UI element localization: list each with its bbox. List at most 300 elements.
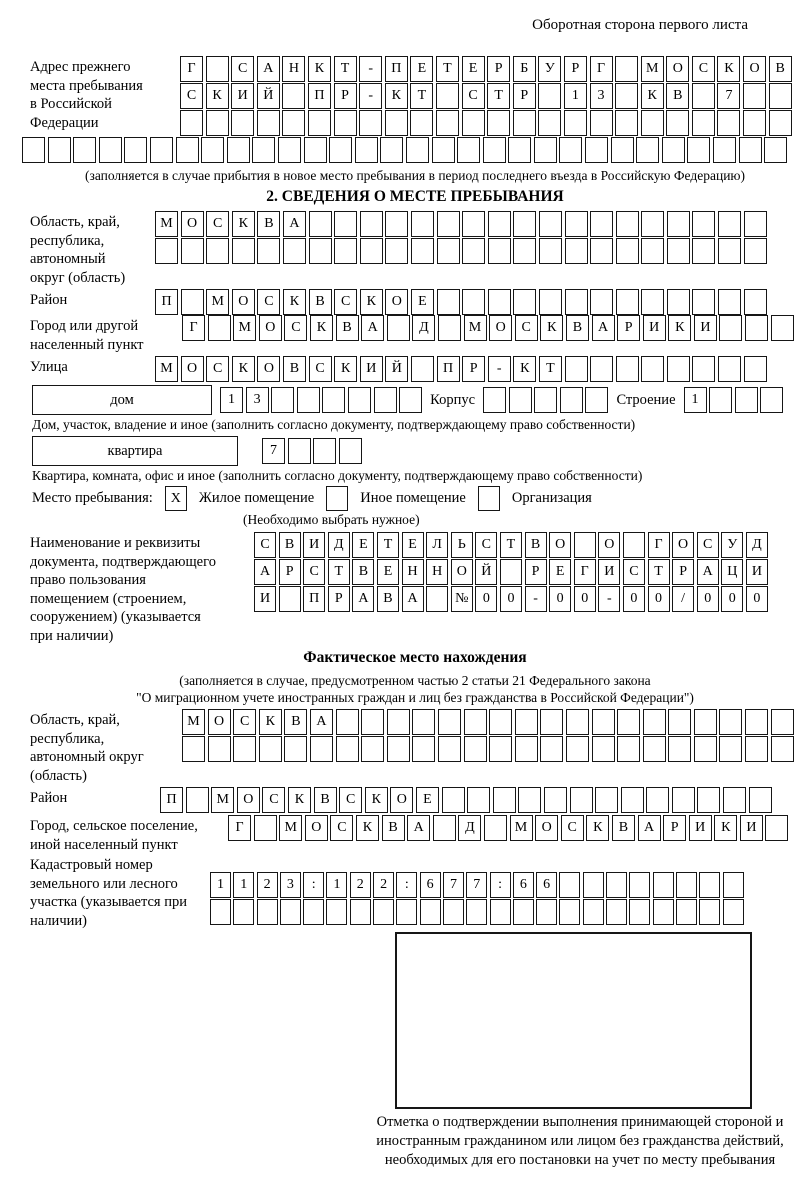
char-box[interactable] [373,899,394,925]
char-box[interactable] [643,709,666,735]
char-box[interactable] [723,872,744,898]
char-box[interactable]: В [279,532,301,558]
char-box[interactable] [304,137,327,163]
char-box[interactable]: С [462,83,485,109]
char-box[interactable] [539,211,562,237]
char-box[interactable]: Т [334,56,357,82]
char-box[interactable]: 6 [513,872,534,898]
char-box[interactable]: М [510,815,533,841]
char-box[interactable]: О [549,532,571,558]
char-box[interactable] [745,736,768,762]
char-box[interactable] [231,110,254,136]
char-box[interactable] [257,110,280,136]
char-box[interactable]: С [697,532,719,558]
char-box[interactable]: К [513,356,536,382]
char-box[interactable] [744,238,767,264]
char-box[interactable] [534,137,557,163]
char-box[interactable] [590,110,613,136]
char-box[interactable]: И [643,315,666,341]
char-box[interactable] [380,137,403,163]
char-box[interactable] [538,110,561,136]
char-box[interactable] [257,238,280,264]
char-box[interactable]: Г [648,532,670,558]
char-box[interactable] [623,532,645,558]
char-box[interactable] [303,899,324,925]
char-box[interactable] [432,137,455,163]
char-box[interactable] [616,211,639,237]
char-box[interactable]: Т [648,559,670,585]
char-box[interactable] [279,586,301,612]
char-box[interactable]: П [303,586,325,612]
char-box[interactable]: 6 [420,872,441,898]
char-box[interactable]: Р [328,586,350,612]
char-box[interactable]: Б [513,56,536,82]
char-box[interactable] [387,315,410,341]
char-box[interactable]: О [259,315,282,341]
char-box[interactable]: Г [180,56,203,82]
char-box[interactable] [592,709,615,735]
char-box[interactable] [713,137,736,163]
char-box[interactable]: К [334,356,357,382]
char-box[interactable] [339,438,362,464]
char-box[interactable] [297,387,320,413]
char-box[interactable]: 2 [373,872,394,898]
char-box[interactable] [667,238,690,264]
char-box[interactable] [385,110,408,136]
char-box[interactable]: Т [500,532,522,558]
char-box[interactable]: Й [475,559,497,585]
char-box[interactable]: К [288,787,311,813]
char-box[interactable] [538,83,561,109]
char-box[interactable]: С [623,559,645,585]
char-box[interactable] [687,137,710,163]
char-box[interactable] [717,110,740,136]
char-box[interactable] [233,899,254,925]
char-box[interactable] [694,736,717,762]
char-box[interactable]: Р [334,83,357,109]
char-box[interactable] [437,289,460,315]
char-box[interactable] [124,137,147,163]
char-box[interactable] [667,356,690,382]
char-box[interactable] [771,736,794,762]
char-box[interactable] [282,110,305,136]
char-box[interactable]: / [672,586,694,612]
char-box[interactable]: Р [672,559,694,585]
char-box[interactable]: С [262,787,285,813]
char-box[interactable] [489,736,512,762]
char-box[interactable]: Р [487,56,510,82]
char-box[interactable] [406,137,429,163]
char-box[interactable]: М [155,356,178,382]
char-box[interactable]: П [155,289,178,315]
char-box[interactable]: С [254,532,276,558]
char-box[interactable] [399,387,422,413]
char-box[interactable] [411,238,434,264]
char-box[interactable] [536,899,557,925]
char-box[interactable] [355,137,378,163]
char-box[interactable] [560,387,583,413]
char-box[interactable] [617,736,640,762]
char-box[interactable]: 1 [326,872,347,898]
char-box[interactable] [595,787,618,813]
char-box[interactable] [257,899,278,925]
char-box[interactable]: С [257,289,280,315]
char-box[interactable] [641,356,664,382]
char-box[interactable] [155,238,178,264]
char-box[interactable] [718,238,741,264]
char-box[interactable] [513,110,536,136]
char-box[interactable] [442,787,465,813]
char-box[interactable]: М [464,315,487,341]
char-box[interactable] [629,872,650,898]
char-box[interactable]: О [208,709,231,735]
char-box[interactable]: И [694,315,717,341]
char-box[interactable] [583,899,604,925]
char-box[interactable] [559,872,580,898]
char-box[interactable]: П [437,356,460,382]
char-box[interactable] [667,289,690,315]
char-box[interactable]: 0 [746,586,768,612]
char-box[interactable]: А [310,709,333,735]
char-box[interactable]: В [769,56,792,82]
char-box[interactable] [309,238,332,264]
char-box[interactable] [438,315,461,341]
char-box[interactable]: 0 [475,586,497,612]
char-box[interactable]: М [211,787,234,813]
char-box[interactable] [611,137,634,163]
char-box[interactable]: 0 [500,586,522,612]
char-box[interactable] [692,356,715,382]
char-box[interactable]: 1 [220,387,243,413]
char-box[interactable] [176,137,199,163]
checkbox-zhiloe-pomeshchenie[interactable]: X [165,486,187,511]
char-box[interactable]: Р [279,559,301,585]
char-box[interactable] [308,110,331,136]
char-box[interactable] [617,709,640,735]
char-box[interactable]: Д [458,815,481,841]
char-box[interactable] [412,736,435,762]
char-box[interactable]: - [525,586,547,612]
char-box[interactable]: К [717,56,740,82]
char-box[interactable] [641,238,664,264]
char-box[interactable] [616,238,639,264]
char-box[interactable]: В [283,356,306,382]
char-box[interactable] [488,289,511,315]
char-box[interactable]: 6 [536,872,557,898]
char-box[interactable]: С [231,56,254,82]
char-box[interactable] [771,315,794,341]
char-box[interactable] [361,709,384,735]
char-box[interactable] [676,899,697,925]
char-box[interactable] [73,137,96,163]
char-box[interactable]: Р [617,315,640,341]
char-box[interactable] [436,110,459,136]
char-box[interactable] [334,211,357,237]
char-box[interactable]: В [284,709,307,735]
char-box[interactable] [488,238,511,264]
char-box[interactable]: Г [590,56,613,82]
char-box[interactable]: К [714,815,737,841]
char-box[interactable]: - [598,586,620,612]
char-box[interactable] [310,736,333,762]
char-box[interactable]: К [586,815,609,841]
char-box[interactable] [350,899,371,925]
char-box[interactable] [462,211,485,237]
char-box[interactable] [540,736,563,762]
char-box[interactable] [280,899,301,925]
char-box[interactable]: К [356,815,379,841]
char-box[interactable]: Е [402,532,424,558]
char-box[interactable]: К [232,211,255,237]
char-box[interactable]: 7 [443,872,464,898]
char-box[interactable] [590,211,613,237]
char-box[interactable]: 1 [210,872,231,898]
char-box[interactable] [208,736,231,762]
char-box[interactable] [515,709,538,735]
char-box[interactable]: О [390,787,413,813]
char-box[interactable] [515,736,538,762]
char-box[interactable] [585,387,608,413]
char-box[interactable]: К [540,315,563,341]
char-box[interactable] [769,83,792,109]
char-box[interactable] [271,387,294,413]
char-box[interactable]: О [385,289,408,315]
char-box[interactable]: 2 [257,872,278,898]
char-box[interactable] [493,787,516,813]
char-box[interactable]: О [232,289,255,315]
char-box[interactable]: Е [352,532,374,558]
char-box[interactable]: : [396,872,417,898]
char-box[interactable]: И [689,815,712,841]
char-box[interactable] [326,899,347,925]
char-box[interactable] [723,899,744,925]
char-box[interactable]: Р [513,83,536,109]
char-box[interactable]: Е [549,559,571,585]
char-box[interactable]: 0 [623,586,645,612]
char-box[interactable] [329,137,352,163]
char-box[interactable] [559,899,580,925]
char-box[interactable] [411,356,434,382]
char-box[interactable]: Р [462,356,485,382]
char-box[interactable] [484,815,507,841]
char-box[interactable] [692,83,715,109]
char-box[interactable]: Н [402,559,424,585]
char-box[interactable] [464,709,487,735]
char-box[interactable]: К [283,289,306,315]
char-box[interactable] [489,709,512,735]
char-box[interactable] [518,787,541,813]
char-box[interactable] [570,787,593,813]
char-box[interactable]: 1 [684,387,707,413]
char-box[interactable] [433,815,456,841]
char-box[interactable] [513,211,536,237]
char-box[interactable]: К [259,709,282,735]
char-box[interactable]: О [237,787,260,813]
char-box[interactable] [559,137,582,163]
char-box[interactable] [99,137,122,163]
char-box[interactable] [181,238,204,264]
char-box[interactable] [744,356,767,382]
char-box[interactable]: 3 [590,83,613,109]
char-box[interactable]: О [535,815,558,841]
char-box[interactable]: К [668,315,691,341]
char-box[interactable] [483,387,506,413]
char-box[interactable]: П [385,56,408,82]
char-box[interactable] [513,899,534,925]
char-box[interactable] [692,110,715,136]
char-box[interactable] [412,709,435,735]
char-box[interactable]: Н [426,559,448,585]
char-box[interactable] [765,815,788,841]
char-box[interactable] [692,211,715,237]
char-box[interactable] [420,899,441,925]
char-box[interactable]: К [232,356,255,382]
char-box[interactable] [565,238,588,264]
char-box[interactable]: В [382,815,405,841]
char-box[interactable]: У [721,532,743,558]
char-box[interactable] [544,787,567,813]
char-box[interactable] [232,238,255,264]
char-box[interactable] [508,137,531,163]
char-box[interactable] [534,387,557,413]
char-box[interactable] [539,238,562,264]
char-box[interactable]: 7 [466,872,487,898]
char-box[interactable]: С [206,211,229,237]
char-box[interactable]: : [303,872,324,898]
char-box[interactable] [697,787,720,813]
char-box[interactable] [466,899,487,925]
char-box[interactable] [284,736,307,762]
char-box[interactable]: А [257,56,280,82]
char-box[interactable] [462,238,485,264]
char-box[interactable] [699,899,720,925]
char-box[interactable] [288,438,311,464]
char-box[interactable]: А [254,559,276,585]
char-box[interactable] [769,110,792,136]
char-box[interactable] [653,899,674,925]
char-box[interactable] [313,438,336,464]
char-box[interactable]: В [525,532,547,558]
char-box[interactable] [336,709,359,735]
char-box[interactable]: С [330,815,353,841]
char-box[interactable] [540,709,563,735]
char-box[interactable] [668,736,691,762]
char-box[interactable]: С [561,815,584,841]
char-box[interactable]: Е [411,289,434,315]
char-box[interactable]: А [361,315,384,341]
char-box[interactable] [643,736,666,762]
char-box[interactable] [719,709,742,735]
char-box[interactable]: О [257,356,280,382]
char-box[interactable] [745,315,768,341]
char-box[interactable] [745,709,768,735]
char-box[interactable] [739,137,762,163]
char-box[interactable]: Т [487,83,510,109]
char-box[interactable]: С [180,83,203,109]
char-box[interactable] [180,110,203,136]
char-box[interactable]: 2 [350,872,371,898]
char-box[interactable]: С [309,356,332,382]
char-box[interactable] [443,899,464,925]
char-box[interactable]: С [284,315,307,341]
char-box[interactable] [210,899,231,925]
char-box[interactable]: О [672,532,694,558]
char-box[interactable] [692,238,715,264]
char-box[interactable] [426,586,448,612]
char-box[interactable] [718,211,741,237]
char-box[interactable]: М [279,815,302,841]
char-box[interactable] [718,289,741,315]
char-box[interactable]: Р [525,559,547,585]
char-box[interactable]: - [359,56,382,82]
char-box[interactable] [488,211,511,237]
char-box[interactable] [585,137,608,163]
char-box[interactable]: С [206,356,229,382]
char-box[interactable] [590,289,613,315]
char-box[interactable] [464,736,487,762]
char-box[interactable]: 0 [549,586,571,612]
char-box[interactable]: А [402,586,424,612]
char-box[interactable]: А [407,815,430,841]
char-box[interactable]: В [336,315,359,341]
char-box[interactable] [438,736,461,762]
char-box[interactable]: И [231,83,254,109]
char-box[interactable] [574,532,596,558]
char-box[interactable] [259,736,282,762]
char-box[interactable]: К [308,56,331,82]
char-box[interactable] [206,110,229,136]
char-box[interactable]: И [746,559,768,585]
char-box[interactable] [641,289,664,315]
char-box[interactable] [359,110,382,136]
char-box[interactable]: Й [385,356,408,382]
checkbox-inoe-pomeshchenie[interactable] [326,486,348,511]
char-box[interactable] [744,289,767,315]
char-box[interactable] [694,709,717,735]
char-box[interactable] [467,787,490,813]
char-box[interactable]: О [305,815,328,841]
char-box[interactable]: М [641,56,664,82]
char-box[interactable] [672,787,695,813]
char-box[interactable]: С [475,532,497,558]
char-box[interactable] [592,736,615,762]
char-box[interactable]: 1 [564,83,587,109]
char-box[interactable] [668,709,691,735]
char-box[interactable]: О [743,56,766,82]
char-box[interactable]: Л [426,532,448,558]
char-box[interactable] [278,137,301,163]
char-box[interactable]: И [740,815,763,841]
char-box[interactable] [723,787,746,813]
char-box[interactable] [233,736,256,762]
char-box[interactable]: Е [377,559,399,585]
char-box[interactable] [565,289,588,315]
char-box[interactable]: С [339,787,362,813]
char-box[interactable]: 3 [246,387,269,413]
char-box[interactable]: Р [564,56,587,82]
char-box[interactable] [719,736,742,762]
char-box[interactable] [462,110,485,136]
char-box[interactable]: К [641,83,664,109]
char-box[interactable]: - [359,83,382,109]
char-box[interactable] [764,137,787,163]
char-box[interactable]: П [308,83,331,109]
char-box[interactable]: Г [228,815,251,841]
char-box[interactable]: Д [328,532,350,558]
char-box[interactable]: В [309,289,332,315]
checkbox-organizatsiya[interactable] [478,486,500,511]
char-box[interactable]: В [257,211,280,237]
